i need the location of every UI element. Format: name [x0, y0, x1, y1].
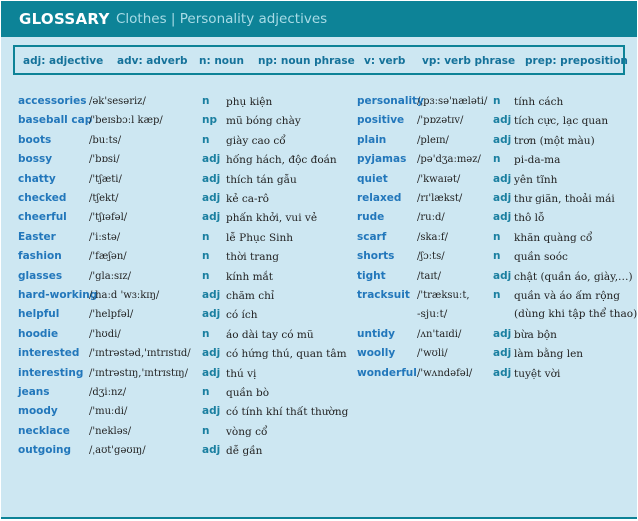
glossary-entry: [1, 95, 637, 113]
glossary-entry: [1, 153, 637, 171]
entry-meaning: khăn quàng cổ: [514, 231, 593, 244]
entry-meaning: bừa bộn: [514, 328, 557, 341]
entry-word: boots: [18, 133, 52, 146]
entry-pronunciation: /'muːdi/: [89, 406, 128, 418]
entry-word: fashion: [18, 250, 62, 263]
entry-word: cheerful: [18, 211, 67, 224]
entry-pronunciation: /pə'dʒaːməz/: [417, 154, 481, 166]
entry-word: scarf: [357, 230, 387, 243]
entry-part-of-speech: adj: [202, 211, 221, 224]
entry-pronunciation: /ˌaʊt'gəʊɪŋ/: [89, 445, 146, 457]
entry-word: bossy: [18, 153, 53, 166]
entry-meaning: phụ kiện: [226, 96, 273, 108]
abbr-vp: vp: verb phrase: [422, 55, 516, 67]
entry-word: quiet: [357, 172, 388, 185]
entry-word: helpful: [18, 308, 60, 321]
entry-pronunciation: /'træksuːt,: [417, 290, 470, 301]
entry-part-of-speech: n: [202, 386, 210, 398]
entry-word: Easter: [18, 230, 56, 243]
entry-word: hoodie: [18, 327, 59, 340]
entry-pronunciation: /'tʃæti/: [89, 173, 122, 185]
entry-pronunciation: /taɪt/: [417, 270, 441, 282]
entry-word: tracksuit: [357, 289, 410, 301]
entry-part-of-speech: n: [493, 250, 501, 263]
entry-meaning: phấn khởi, vui vẻ: [226, 212, 318, 225]
entry-pronunciation: /pleɪn/: [417, 134, 449, 146]
entry-part-of-speech: adj: [202, 308, 221, 321]
entry-meaning: pi-da-ma: [514, 154, 561, 167]
entry-meaning: quần bò: [226, 387, 270, 399]
entry-meaning: kính mắt: [226, 270, 274, 283]
entry-part-of-speech: n: [202, 269, 210, 282]
glossary-entry: [1, 425, 637, 443]
entry-pronunciation: /'ɪntrəstəd,'ɪntrɪstɪd/: [89, 348, 191, 360]
entry-part-of-speech: adj: [202, 444, 221, 457]
entry-part-of-speech: n: [202, 95, 210, 107]
entry-part-of-speech: adj: [493, 114, 512, 127]
entry-pronunciation: /ʌn'taɪdi/: [417, 328, 462, 340]
entry-part-of-speech: adj: [493, 172, 512, 185]
entry-word: hard-working: [18, 289, 98, 301]
glossary-entry: [1, 231, 637, 249]
header-bar: [1, 1, 637, 37]
entry-pronunciation: /ək'sesəriz/: [89, 96, 146, 107]
entry-part-of-speech: adj: [202, 366, 221, 379]
entry-part-of-speech: adj: [202, 172, 221, 185]
glossary-entry: [1, 328, 637, 346]
entry-word: accessories: [18, 95, 87, 107]
entry-pronunciation: /'wʊli/: [417, 348, 448, 360]
entry-pronunciation: /'tʃɪəfəl/: [89, 212, 128, 224]
entry-pronunciation: /'helpfəl/: [89, 309, 134, 321]
glossary-entry: [1, 405, 637, 423]
abbr-n: n: noun: [199, 55, 244, 67]
entry-word: glasses: [18, 269, 63, 282]
entry-pronunciation-continued: -sjuːt/: [417, 308, 448, 321]
entry-pronunciation: /'ɪntrəstɪŋ,'ɪntrɪstɪŋ/: [89, 367, 188, 379]
entry-meaning: yên tĩnh: [514, 173, 558, 186]
entry-part-of-speech: adj: [493, 327, 512, 340]
entry-pronunciation: /'wʌndəfəl/: [417, 367, 473, 379]
entry-word: tight: [357, 269, 386, 282]
entry-meaning: mũ bóng chày: [226, 115, 301, 128]
entry-part-of-speech: n: [202, 424, 210, 437]
entry-part-of-speech: adj: [493, 269, 512, 282]
entry-meaning: quần soóc: [514, 251, 568, 264]
page-subtitle: Clothes | Personality adjectives: [116, 11, 328, 27]
entry-word: interested: [18, 347, 80, 360]
glossary-entry: [1, 114, 637, 132]
glossary-entry: [1, 250, 637, 268]
entry-meaning: giày cao cổ: [226, 134, 286, 147]
glossary-entry: [1, 270, 637, 288]
entry-word: chatty: [18, 172, 56, 185]
glossary-entry: [1, 134, 637, 152]
entry-word: woolly: [357, 347, 396, 360]
entry-pronunciation: /ruːd/: [417, 212, 445, 224]
entry-meaning: làm bằng len: [514, 348, 584, 361]
entry-meaning: tính cách: [514, 96, 564, 108]
entry-meaning: lễ Phục Sinh: [226, 231, 294, 244]
entry-meaning: tích cực, lạc quan: [514, 115, 609, 128]
abbr-adv: adv: adverb: [117, 55, 188, 67]
glossary-entry: [1, 444, 637, 462]
entry-meaning: có hứng thú, quan tâm: [226, 348, 347, 361]
entry-meaning: trơn (một màu): [514, 134, 595, 147]
entry-pronunciation: /'fæʃən/: [89, 251, 127, 263]
entry-part-of-speech: adj: [202, 192, 221, 204]
entry-pronunciation: /'iːstə/: [89, 231, 121, 243]
entry-meaning: dễ gần: [226, 445, 263, 458]
entry-part-of-speech: n: [493, 153, 501, 166]
entry-word: checked: [18, 192, 67, 204]
entry-part-of-speech: n: [493, 289, 501, 301]
entry-part-of-speech: adj: [202, 347, 221, 360]
glossary-entry: [1, 211, 637, 229]
entry-meaning: tuyệt vời: [514, 367, 561, 380]
entry-meaning: thích tán gẫu: [226, 173, 297, 186]
glossary-entry: [1, 173, 637, 191]
glossary-page: [1, 1, 637, 519]
entry-meaning: thời trang: [226, 251, 279, 264]
glossary-entry: [1, 347, 637, 365]
entry-pronunciation: /'bɒsi/: [89, 154, 120, 166]
entry-meaning: kẻ ca-rô: [226, 193, 269, 205]
entry-part-of-speech: adj: [493, 347, 512, 360]
entry-pronunciation: /buːts/: [89, 134, 122, 146]
abbr-np: np: noun phrase: [258, 55, 355, 67]
entry-pronunciation: /dʒiːnz/: [89, 387, 127, 398]
entry-part-of-speech: n: [202, 250, 210, 263]
entry-word: necklace: [18, 424, 70, 437]
entry-part-of-speech: n: [202, 133, 210, 146]
entry-pronunciation: /'hʊdi/: [89, 328, 121, 340]
entry-meaning: quần và áo ấm rộng: [514, 290, 621, 302]
entry-part-of-speech: adj: [493, 133, 512, 146]
entry-meaning: có tính khí thất thường: [226, 406, 349, 419]
entry-word: interesting: [18, 366, 84, 379]
entry-word: outgoing: [18, 444, 72, 457]
entry-word: positive: [357, 114, 405, 127]
entry-word: moody: [18, 405, 58, 418]
entry-word: jeans: [18, 386, 50, 398]
entry-part-of-speech: np: [202, 114, 217, 127]
entry-meaning: chật (quần áo, giày,…): [514, 270, 633, 283]
entry-word: relaxed: [357, 192, 402, 204]
entry-pronunciation: /tʃekt/: [89, 193, 119, 204]
entry-word: untidy: [357, 327, 395, 340]
entry-word: baseball cap: [18, 114, 93, 127]
entry-word: personality: [357, 95, 424, 107]
entry-part-of-speech: n: [202, 230, 210, 243]
abbreviation-legend: [13, 45, 628, 75]
glossary-entry: [1, 192, 637, 210]
entry-part-of-speech: adj: [202, 289, 221, 301]
entry-pronunciation: /ˌhaːd 'wɜːkɪŋ/: [89, 290, 160, 301]
entry-word: shorts: [357, 250, 395, 263]
entry-meaning: có ích: [226, 309, 258, 322]
entry-meaning: thô lỗ: [514, 212, 545, 225]
entry-pronunciation: /rɪ'lækst/: [417, 193, 463, 204]
entry-meaning: áo dài tay có mũ: [226, 328, 314, 341]
entry-part-of-speech: n: [202, 327, 210, 340]
entry-pronunciation: /'nekləs/: [89, 425, 132, 437]
entry-meaning: thư giãn, thoải mái: [514, 193, 615, 205]
entry-pronunciation: /'kwaɪət/: [417, 173, 461, 185]
entry-meaning-continued: (dùng khi tập thể thao): [514, 308, 637, 321]
entry-pronunciation: /'pɒzətɪv/: [417, 115, 464, 127]
entry-part-of-speech: n: [493, 95, 501, 107]
entry-word: pyjamas: [357, 153, 407, 166]
glossary-entry: [1, 386, 637, 404]
glossary-entry: [1, 367, 637, 385]
abbr-prep: prep: preposition: [525, 55, 628, 67]
page-title: GLOSSARY: [19, 10, 110, 28]
entry-part-of-speech: adj: [493, 192, 512, 204]
entry-part-of-speech: adj: [202, 153, 221, 166]
entry-meaning: thú vị: [226, 367, 257, 380]
entry-word: wonderful: [357, 366, 417, 379]
abbr-v: v: verb: [364, 55, 406, 67]
entry-word: rude: [357, 211, 385, 224]
bottom-rule: [1, 517, 637, 519]
entry-word: plain: [357, 133, 387, 146]
entry-pronunciation: /ˌpɜːsə'næləti/: [417, 96, 488, 107]
entry-pronunciation: /ʃɔːts/: [417, 251, 445, 263]
entry-meaning: vòng cổ: [226, 425, 268, 438]
entry-pronunciation: /'beɪsbɔːl kæp/: [89, 115, 163, 127]
entry-meaning: chăm chỉ: [226, 290, 275, 302]
entry-part-of-speech: adj: [493, 211, 512, 224]
entry-part-of-speech: adj: [202, 405, 221, 418]
entry-pronunciation: /'glaːsɪz/: [89, 270, 132, 282]
entry-pronunciation: /skaːf/: [417, 231, 448, 243]
entry-part-of-speech: adj: [493, 366, 512, 379]
entry-meaning: hống hách, độc đoán: [226, 154, 337, 167]
entry-part-of-speech: n: [493, 230, 501, 243]
abbr-adj: adj: adjective: [23, 55, 104, 67]
